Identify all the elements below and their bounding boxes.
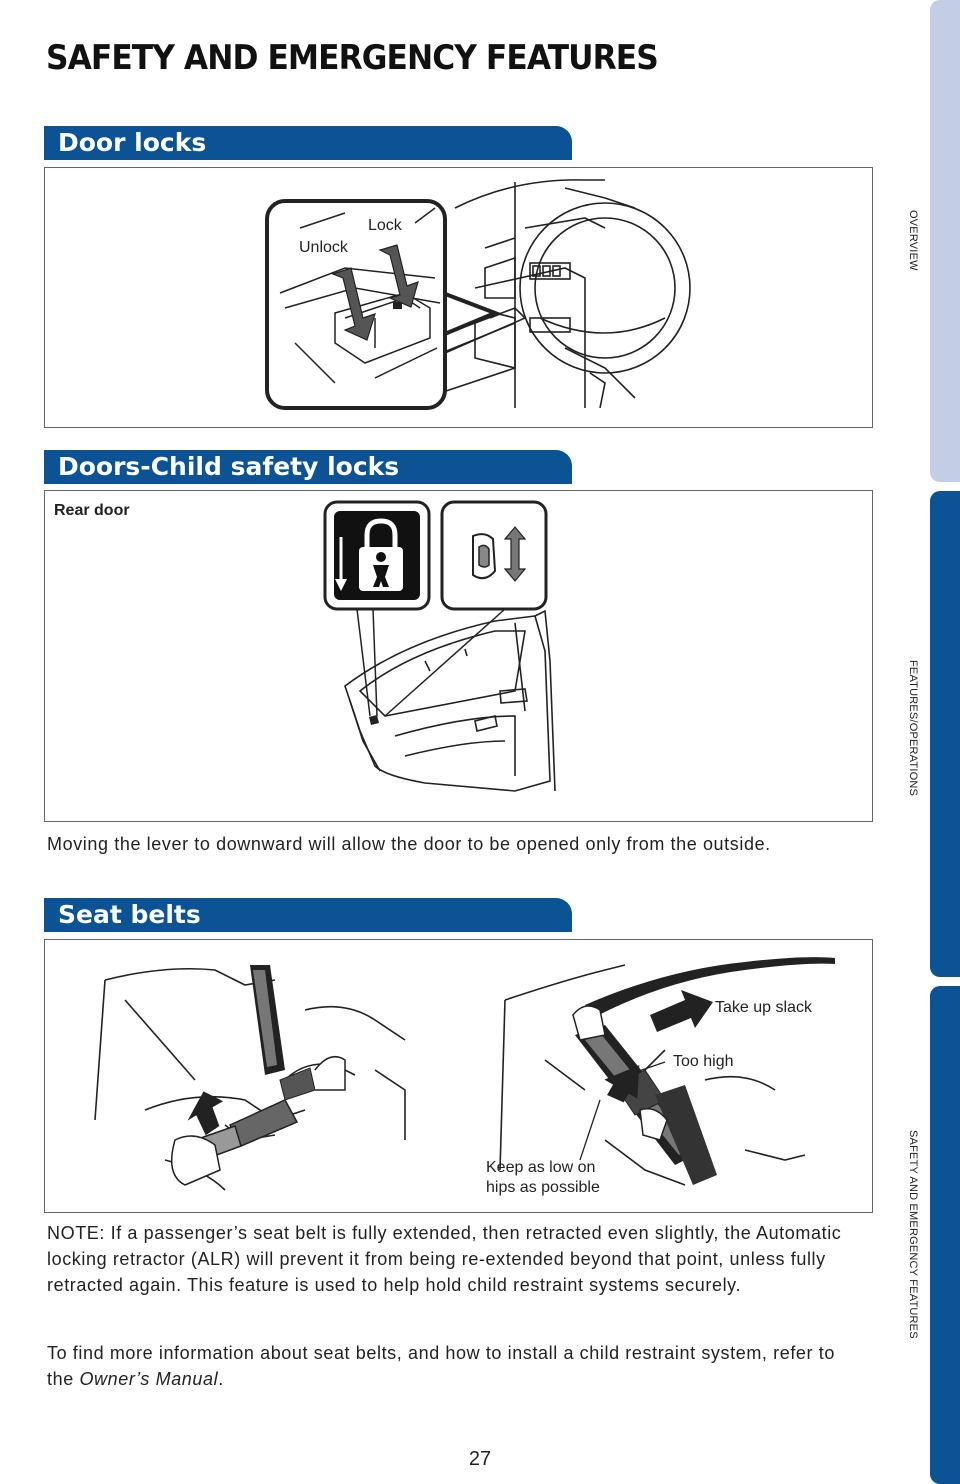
seat-belts-note: NOTE: If a passenger’s seat belt is fully extended, then retracted even slightly, the Automatic locking retractor (ALR) will prevent it from being re-extended beyond that point, unless fully retracted again. This feature is used to help hold child restraint systems securely. bbox=[47, 1223, 842, 1295]
seat-belts-more-info bbox=[47, 1340, 867, 1392]
keep-low-label-line1: Keep as low on bbox=[486, 1159, 596, 1176]
page-number: 27 bbox=[468, 1448, 492, 1470]
child-locks-description: Moving the lever to downward will allow the door to be opened only from the outside. bbox=[47, 834, 771, 854]
side-nav-tab-safety[interactable] bbox=[930, 986, 960, 1484]
unlock-label: Unlock bbox=[299, 239, 348, 256]
page-title: SAFETY AND EMERGENCY FEATURES bbox=[46, 38, 658, 78]
door-locks-illustration bbox=[45, 168, 872, 427]
side-nav-label-features: FEATURES/OPERATIONS bbox=[907, 660, 919, 797]
lock-label: Lock bbox=[368, 217, 402, 234]
child-locks-illustration bbox=[45, 491, 872, 821]
section-heading-seat-belts: Seat belts bbox=[44, 898, 572, 932]
side-nav-rail bbox=[930, 0, 960, 1484]
door-locks-figure bbox=[44, 167, 873, 428]
rear-door-label: Rear door bbox=[54, 502, 130, 519]
side-nav-label-safety: SAFETY AND EMERGENCY FEATURES bbox=[907, 1130, 919, 1339]
more-info-prefix: To find more information about seat belts, and how to install a child restraint system, refer to the bbox=[47, 1343, 835, 1389]
too-high-label: Too high bbox=[673, 1053, 734, 1070]
owners-manual-reference: Owner’s Manual bbox=[79, 1369, 219, 1389]
side-nav-tab-overview[interactable] bbox=[930, 0, 960, 482]
more-info-suffix: . bbox=[218, 1369, 224, 1389]
seat-belts-illustration bbox=[45, 940, 872, 1212]
take-up-slack-label: Take up slack bbox=[715, 999, 812, 1016]
side-nav-label-overview: OVERVIEW bbox=[907, 210, 919, 271]
section-heading-child-locks: Doors-Child safety locks bbox=[44, 450, 572, 484]
section-heading-door-locks: Door locks bbox=[44, 126, 572, 160]
keep-low-label-line2: hips as possible bbox=[486, 1179, 600, 1196]
seat-belts-figure bbox=[44, 939, 873, 1213]
side-nav-tab-features[interactable] bbox=[930, 491, 960, 977]
child-locks-figure bbox=[44, 490, 873, 822]
